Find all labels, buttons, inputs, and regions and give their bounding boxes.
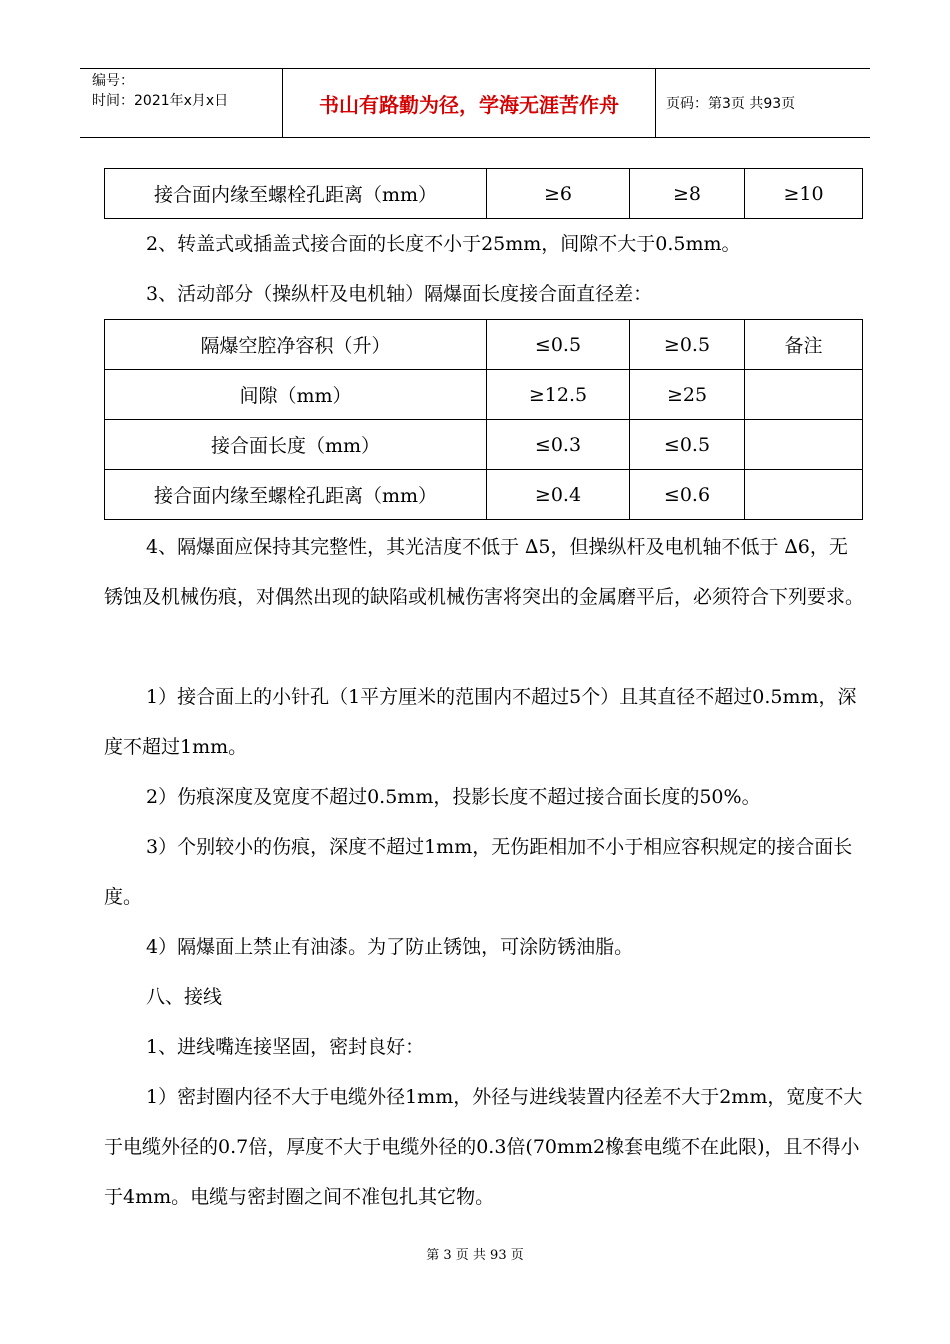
table-row [105,320,863,370]
paragraph: 3、活动部分（操纵杆及电机轴）隔爆面长度接合面直径差： [146,283,653,305]
section-heading: 八、接线 [146,986,223,1008]
spec-table-1 [104,168,863,219]
table-cell: ≤0.5 [630,420,745,470]
table-cell: ≥8 [630,169,745,219]
paragraph: 1）接合面上的小针孔（1平方厘米的范围内不超过5个）且其直径不超过0.5mm，深度不超过1mm。 [104,686,857,758]
code-label: 编号： [92,73,134,89]
table-row [105,420,863,470]
table-cell: ≥0.4 [487,470,630,520]
table-row [105,470,863,520]
paragraph: 4、隔爆面应保持其完整性，其光洁度不低于 ∆5，但操纵杆及电机轴不低于 ∆6，无锈蚀及机械伤痕，对偶然出现的缺陷或机械伤害将突出的金属磨平后，必须符合下列要求。 [104,536,865,608]
header-meta [92,71,282,111]
table-cell: ≤0.3 [487,420,630,470]
table-cell [745,370,863,420]
header-motto: 书山有路勤为径，学海无涯苦作舟 [319,92,619,117]
table-cell: ≥10 [745,169,863,219]
table-cell: ≥25 [630,370,745,420]
table-cell: ≥12.5 [487,370,630,420]
paragraph: 3）个别较小的伤痕，深度不超过1mm，无伤距相加不小于相应容积规定的接合面长度。 [104,836,853,908]
page-info: 页码：第3页 共93页 [666,96,796,112]
table-cell: ≤0.6 [630,470,745,520]
table-cell: 隔爆空腔净容积（升） [105,320,487,370]
paragraph: 4）隔爆面上禁止有油漆。为了防止锈蚀，可涂防锈油脂。 [146,936,634,958]
table-cell: ≥0.5 [630,320,745,370]
time-label: 时间：2021年x月x日 [92,93,229,109]
table-cell: ≤0.5 [487,320,630,370]
table-cell [745,420,863,470]
table-cell: 接合面内缘至螺栓孔距离（mm） [105,470,487,520]
table-cell [745,470,863,520]
paragraph: 2）伤痕深度及宽度不超过0.5mm，投影长度不超过接合面长度的50%。 [146,786,761,808]
table-row [105,169,863,219]
spec-table-2 [104,319,863,520]
page-header [80,68,870,138]
table-cell: 接合面内缘至螺栓孔距离（mm） [105,169,487,219]
page-footer: 第 3 页 共 93 页 [426,1248,524,1263]
table-cell: ≥6 [487,169,630,219]
paragraph: 1、进线嘴连接坚固，密封良好： [146,1036,425,1058]
table-cell: 接合面长度（mm） [105,420,487,470]
header-divider [655,69,656,137]
paragraph: 1）密封圈内径不大于电缆外径1mm，外径与进线装置内径差不大于2mm，宽度不大于电缆外径的0.7倍，厚度不大于电缆外径的0.3倍(70mm2橡套电缆不在此限)，且不得小于4mm。电缆与密封圈之间不准包扎其它物。 [104,1086,863,1208]
table-cell: 备注 [745,320,863,370]
table-row [105,370,863,420]
paragraph: 2、转盖式或插盖式接合面的长度不小于25mm，间隙不大于0.5mm。 [146,233,741,255]
table-cell: 间隙（mm） [105,370,487,420]
